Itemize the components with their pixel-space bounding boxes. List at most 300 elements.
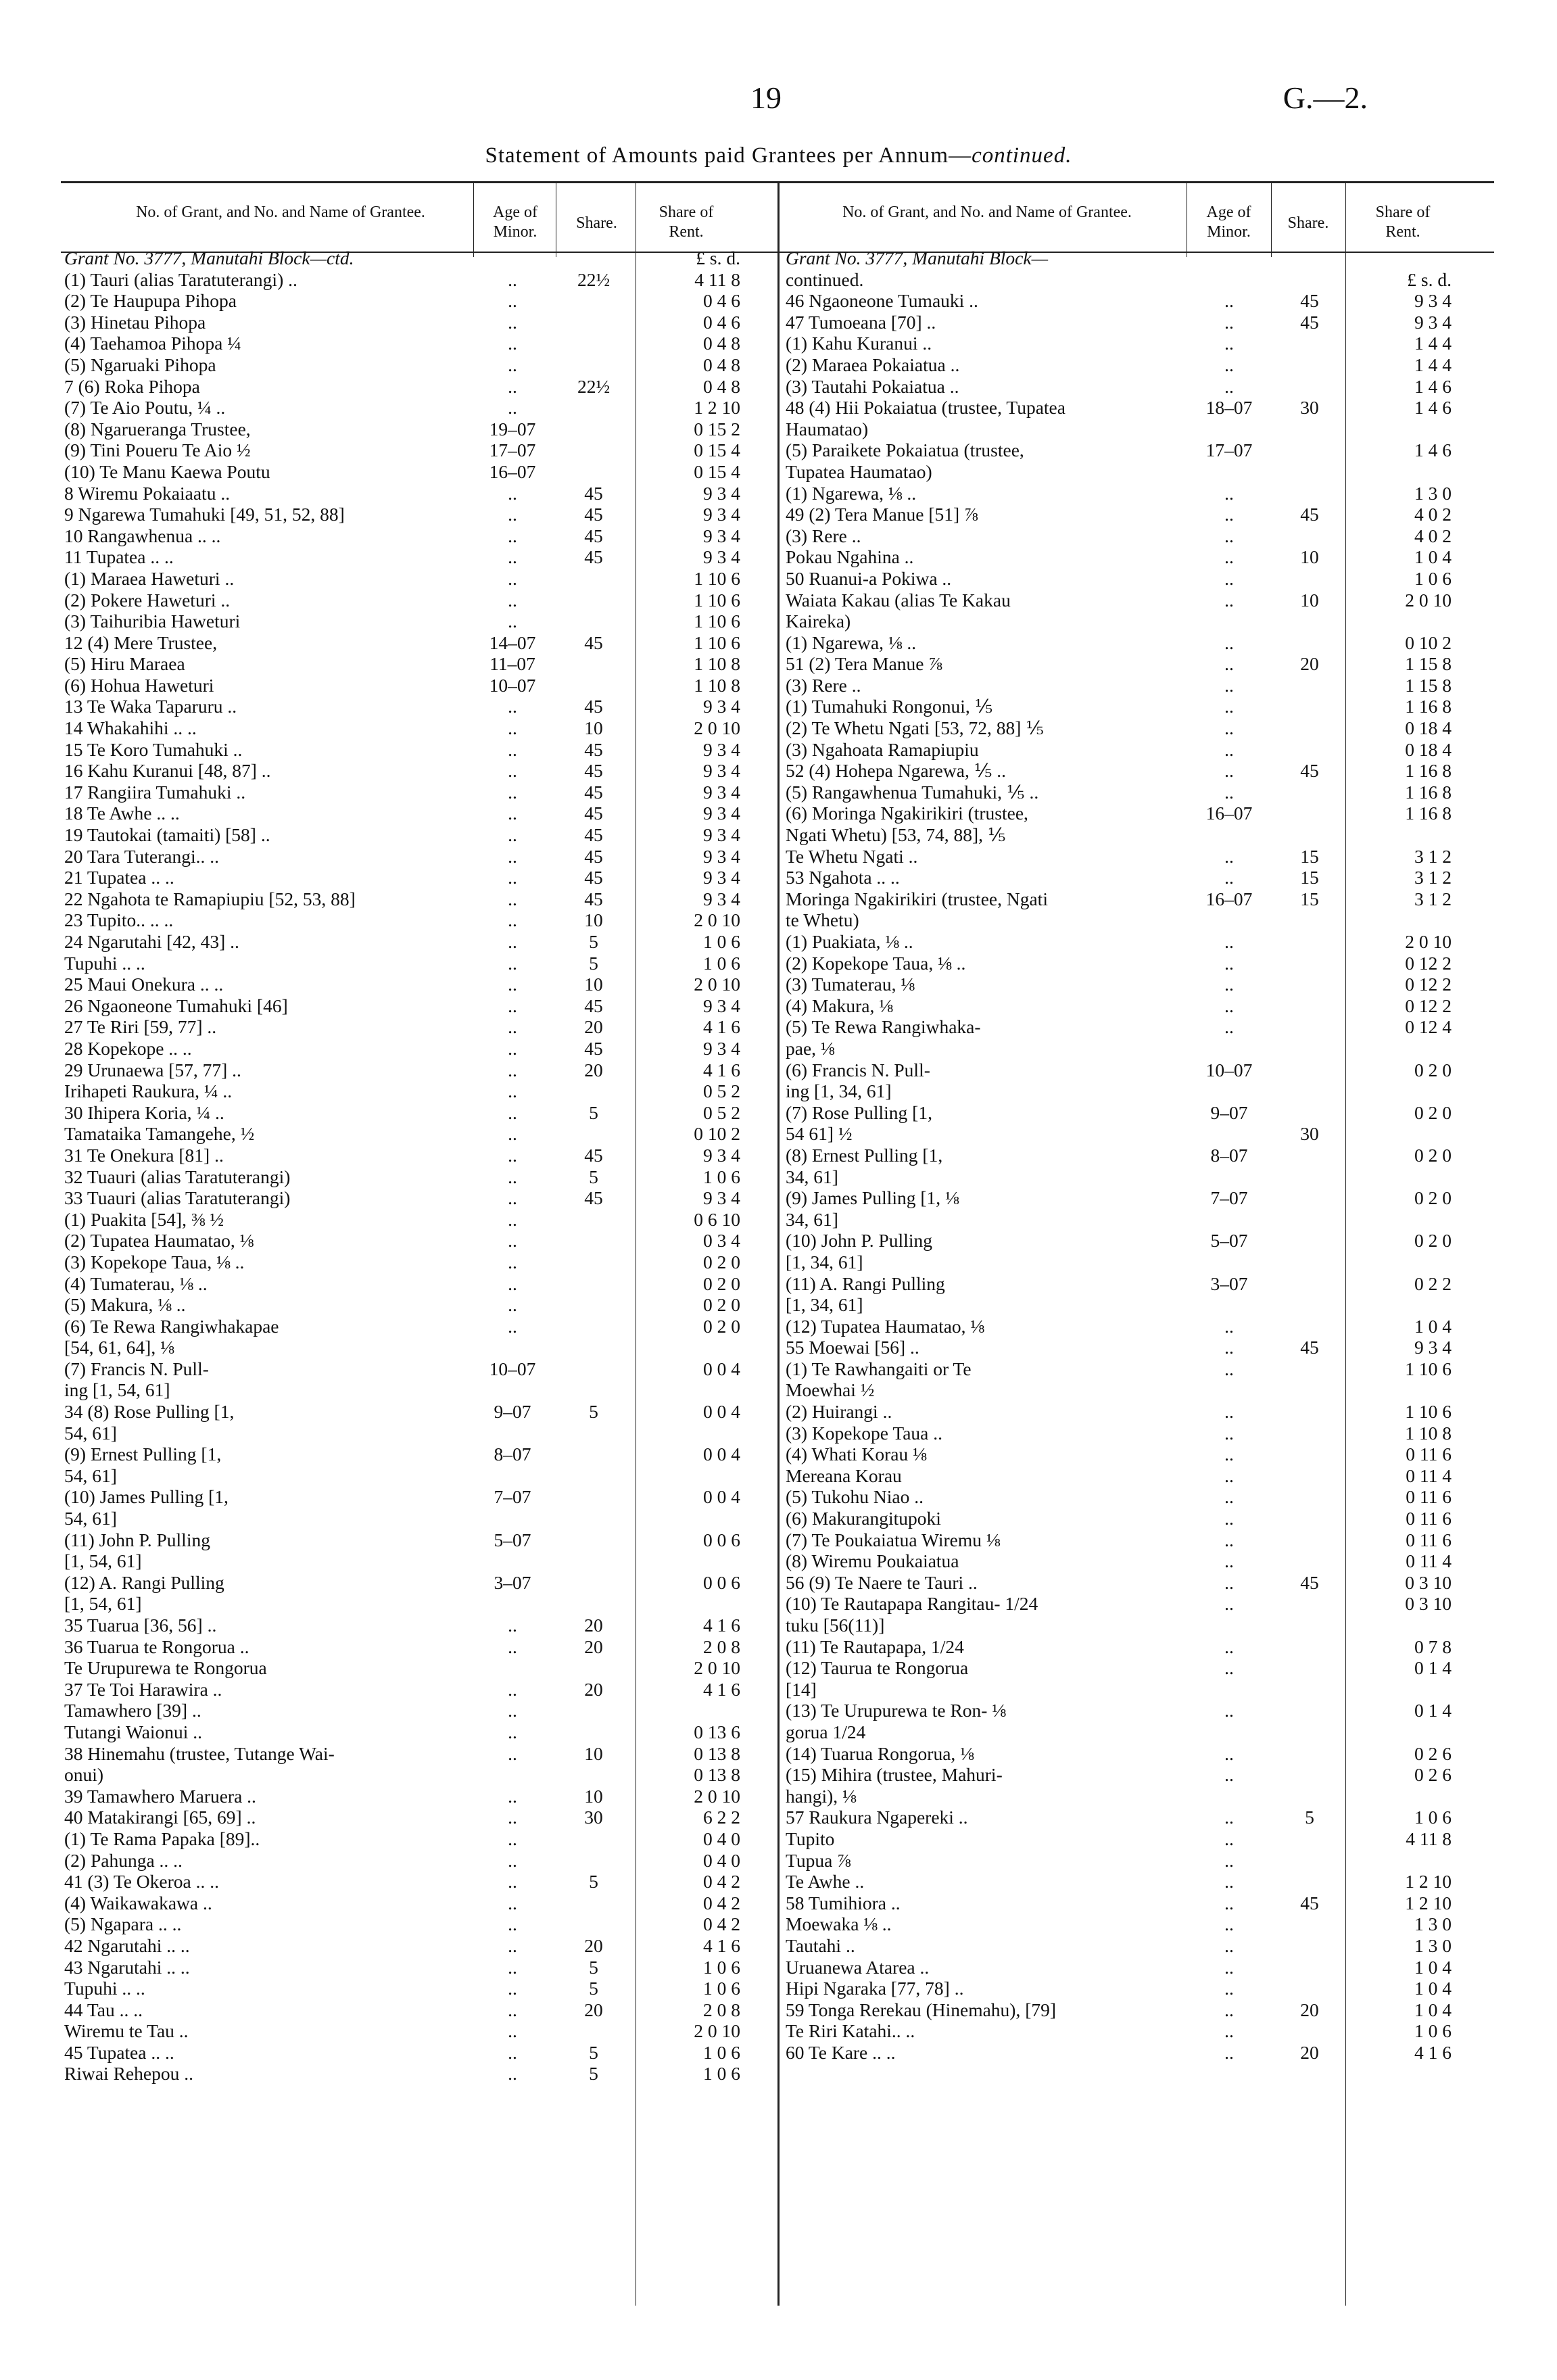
- table-row: [64, 1423, 774, 1444]
- rent-value: 0 2 0: [1414, 1187, 1452, 1209]
- table-row: [64, 397, 774, 419]
- table-row: [64, 1401, 774, 1423]
- table-row: [786, 2042, 1495, 2064]
- rent-value: 1 10 8: [694, 653, 740, 675]
- minor-age: ..: [508, 1251, 517, 1272]
- table-row: [786, 782, 1495, 803]
- table-row: [64, 1893, 774, 1914]
- table-row: [64, 1060, 774, 1081]
- grantee-name: 30 Ihipera Koria, ¼ ..: [64, 1101, 224, 1123]
- grantee-name: (8) Wiremu Poukaiatua: [786, 1550, 959, 1572]
- share-value: 15: [1300, 845, 1319, 867]
- grantee-name: 27 Te Riri [59, 77] ..: [64, 1016, 217, 1038]
- table-row: [786, 1529, 1495, 1551]
- right-header-rent: Share of Rent.: [1375, 204, 1431, 241]
- grantee-name: 24 Ngarutahi [42, 43] ..: [64, 931, 239, 952]
- rent-value: 0 0 6: [703, 1529, 740, 1550]
- rent-value: 4 0 2: [1414, 504, 1452, 525]
- grantee-name: (4) Taehamoa Pihopa ¼: [64, 333, 241, 354]
- table-row: [786, 1893, 1495, 1914]
- minor-age: ..: [1224, 504, 1234, 525]
- minor-age: 8–07: [494, 1444, 531, 1465]
- minor-age: ..: [508, 1934, 517, 1956]
- grantee-name: (3) Ngahoata Ramapiupiu: [786, 738, 979, 760]
- table-row: [64, 1572, 774, 1594]
- minor-age: ..: [1224, 931, 1234, 952]
- grantee-name: (2) Tupatea Haumatao, ⅛: [64, 1230, 254, 1252]
- grantee-name: Waiata Kakau (alias Te Kakau: [786, 589, 1011, 611]
- table-row: [64, 974, 774, 995]
- table-row: [64, 1850, 774, 1872]
- grantee-name: 59 Tonga Rerekau (Hinemahu), [79]: [786, 1999, 1057, 2020]
- table-row: [64, 1358, 774, 1380]
- grantee-name: (5) Ngaruaki Pihopa: [64, 354, 216, 375]
- share-value: 15: [1300, 888, 1319, 909]
- grantee-name: 49 (2) Tera Manue [51] ⅞: [786, 504, 978, 525]
- grantee-name: ing [1, 34, 61]: [786, 1080, 892, 1102]
- share-value: 45: [584, 995, 603, 1016]
- rent-value: 0 1 4: [1414, 1657, 1452, 1679]
- grantee-name: 51 (2) Tera Manue ⅞: [786, 653, 943, 675]
- rent-value: 9 3 4: [1414, 1337, 1452, 1358]
- minor-age: ..: [508, 290, 517, 312]
- table-row: [786, 1764, 1495, 1786]
- table-row: [64, 269, 774, 291]
- rent-value: 1 0 4: [1414, 1956, 1452, 1978]
- grantee-name: 53 Ngahota .. ..: [786, 867, 900, 888]
- minor-age: ..: [508, 268, 517, 290]
- table-row: [786, 1615, 1495, 1636]
- rent-value: 1 10 6: [1405, 1358, 1452, 1379]
- minor-age: ..: [508, 1037, 517, 1059]
- share-value: 5: [589, 2063, 598, 2085]
- share-value: 5: [589, 931, 598, 952]
- minor-age: ..: [508, 1016, 517, 1038]
- rent-value: 1 16 8: [1405, 696, 1452, 717]
- rent-value: 9 3 4: [703, 781, 740, 803]
- table-row: [64, 803, 774, 824]
- table-row: [64, 824, 774, 846]
- grantee-name: 36 Tuarua te Rongorua ..: [64, 1636, 249, 1657]
- grantee-name: (3) Kopekope Taua ..: [786, 1422, 943, 1444]
- rent-value: 0 0 4: [703, 1401, 740, 1423]
- minor-age: ..: [1224, 1465, 1234, 1486]
- table-row: [786, 1316, 1495, 1337]
- rent-value: 0 11 4: [1406, 1465, 1452, 1486]
- grantee-name: (2) Pahunga .. ..: [64, 1849, 183, 1871]
- table-row: [786, 1550, 1495, 1572]
- rent-value: 9 3 4: [703, 738, 740, 760]
- rent-value: 9 3 4: [703, 1187, 740, 1209]
- grantee-name: (5) Tukohu Niao ..: [786, 1486, 924, 1508]
- minor-age: ..: [1224, 1956, 1234, 1978]
- table-row: [64, 483, 774, 504]
- minor-age: ..: [1224, 2041, 1234, 2063]
- grantee-name: 25 Maui Onekura .. ..: [64, 974, 224, 995]
- rent-value: 1 16 8: [1405, 760, 1452, 782]
- rent-value: 0 15 4: [694, 439, 740, 461]
- grantee-name: continued.: [786, 268, 864, 290]
- rent-value: 1 4 6: [1414, 439, 1452, 461]
- rent-value: 1 0 6: [703, 1956, 740, 1978]
- minor-age: ..: [1224, 1486, 1234, 1508]
- grantee-name: Tutangi Waionui ..: [64, 1721, 203, 1742]
- minor-age: 3–07: [494, 1571, 531, 1593]
- grantee-name: [1, 34, 61]: [786, 1251, 863, 1272]
- grantee-name: (2) Pokere Haweturi ..: [64, 589, 231, 611]
- rent-value: 4 1 6: [703, 1678, 740, 1700]
- rent-value: 1 10 8: [1405, 1422, 1452, 1444]
- share-value: 10: [1300, 589, 1319, 611]
- minor-age: ..: [508, 781, 517, 803]
- minor-age: ..: [508, 974, 517, 995]
- table-row: [64, 568, 774, 590]
- rent-value: 0 10 2: [1405, 632, 1452, 653]
- minor-age: ..: [508, 1785, 517, 1807]
- table-row: [64, 419, 774, 440]
- grantee-name: 34 (8) Rose Pulling [1,: [64, 1401, 235, 1423]
- grantee-name: pae, ⅛: [786, 1037, 835, 1059]
- left-header-share: Share.: [576, 214, 617, 232]
- rent-value: 0 2 2: [1414, 1272, 1452, 1294]
- grantee-name: (9) Tini Poueru Te Aio ½: [64, 439, 251, 461]
- minor-age: ..: [508, 1742, 517, 1764]
- minor-age: ..: [508, 1956, 517, 1978]
- minor-age: ..: [1224, 333, 1234, 354]
- grantee-name: (3) Rere ..: [786, 674, 861, 696]
- minor-age: 10–07: [489, 1358, 536, 1379]
- grantee-name: Tupito: [786, 1828, 835, 1849]
- rent-value: 9 3 4: [703, 760, 740, 782]
- rent-value: 1 0 6: [1414, 2020, 1452, 2042]
- right-share-divider: [1271, 183, 1272, 257]
- rent-value: 2 0 10: [694, 909, 740, 931]
- share-value: 20: [584, 1636, 603, 1657]
- rent-value: 0 12 2: [1405, 974, 1452, 995]
- table-row: [786, 1999, 1495, 2021]
- minor-age: ..: [508, 1294, 517, 1316]
- rent-value: 1 4 6: [1414, 375, 1452, 397]
- table-row: [786, 1593, 1495, 1615]
- grantee-name: Tupua ⅞: [786, 1849, 851, 1871]
- rent-value: 0 2 0: [703, 1251, 740, 1272]
- minor-age: ..: [1224, 482, 1234, 504]
- share-value: 5: [589, 1871, 598, 1893]
- minor-age: ..: [1224, 845, 1234, 867]
- table-row: [786, 354, 1495, 376]
- rent-value: 0 1 4: [1414, 1700, 1452, 1721]
- grantee-name: (5) Hiru Maraea: [64, 653, 185, 675]
- share-value: 30: [584, 1807, 603, 1828]
- table-row: [786, 247, 1495, 269]
- minor-age: 16–07: [1205, 803, 1253, 824]
- share-value: 5: [589, 1101, 598, 1123]
- grantee-name: 32 Tuauri (alias Taratuterangi): [64, 1166, 291, 1187]
- table-row: [64, 2042, 774, 2064]
- table-row: [64, 1444, 774, 1465]
- grantee-name: hangi), ⅛: [786, 1785, 857, 1807]
- share-value: 5: [589, 1166, 598, 1187]
- grantee-name: 16 Kahu Kuranui [48, 87] ..: [64, 760, 271, 782]
- title-continued: continued.: [972, 143, 1072, 168]
- minor-age: ..: [1224, 1978, 1234, 1999]
- rent-value: 4 1 6: [1414, 2041, 1452, 2063]
- minor-age: ..: [508, 397, 517, 419]
- table-row: [64, 846, 774, 867]
- rent-value: 1 15 8: [1405, 674, 1452, 696]
- table-row: [64, 312, 774, 333]
- table-row: [64, 1080, 774, 1102]
- rent-value: 9 3 4: [703, 696, 740, 717]
- grantee-name: (2) Kopekope Taua, ⅛ ..: [786, 952, 966, 974]
- table-row: [786, 333, 1495, 354]
- grantee-name: [1, 54, 61]: [64, 1593, 142, 1615]
- grantee-name: 7 (6) Roka Pihopa: [64, 375, 200, 397]
- table-row: [786, 1038, 1495, 1060]
- rent-value: 0 2 0: [1414, 1101, 1452, 1123]
- table-row: [64, 590, 774, 611]
- rent-value: 0 18 4: [1405, 738, 1452, 760]
- rent-value: 1 10 6: [694, 589, 740, 611]
- share-value: 45: [584, 632, 603, 653]
- minor-age: 3–07: [1210, 1272, 1248, 1294]
- grantee-name: Pokau Ngahina ..: [786, 546, 914, 568]
- rent-value: 0 0 4: [703, 1358, 740, 1379]
- share-value: 10: [584, 717, 603, 739]
- rent-value: 4 1 6: [703, 1059, 740, 1080]
- table-row: [786, 1572, 1495, 1594]
- rent-value: 0 0 4: [703, 1486, 740, 1508]
- table-row: [64, 1230, 774, 1252]
- minor-age: ..: [508, 611, 517, 632]
- grantee-name: Te Riri Katahi.. ..: [786, 2020, 915, 2042]
- table-row: [64, 675, 774, 696]
- minor-age: ..: [508, 1123, 517, 1145]
- rent-value: 0 10 2: [694, 1123, 740, 1145]
- table-row: [64, 333, 774, 354]
- grantee-name: (1) Te Rama Papaka [89]..: [64, 1828, 260, 1849]
- table-row: [786, 1679, 1495, 1700]
- rent-value: 0 4 0: [703, 1849, 740, 1871]
- rent-value: 0 4 6: [703, 311, 740, 333]
- grantee-name: tuku [56(11)]: [786, 1615, 885, 1636]
- grantee-name: (10) James Pulling [1,: [64, 1486, 229, 1508]
- minor-age: 10–07: [1205, 1059, 1253, 1080]
- grantee-name: (5) Paraikete Pokaiatua (trustee,: [786, 439, 1024, 461]
- minor-age: ..: [1224, 354, 1234, 375]
- rent-value: 2 0 10: [694, 1785, 740, 1807]
- minor-age: ..: [508, 1187, 517, 1209]
- share-value: 5: [1305, 1807, 1314, 1828]
- table-row: [786, 1657, 1495, 1679]
- share-value: 45: [584, 1037, 603, 1059]
- grantee-name: (3) Tumaterau, ⅛: [786, 974, 915, 995]
- table-row: [786, 1636, 1495, 1658]
- grantee-name: 58 Tumihiora ..: [786, 1892, 901, 1913]
- minor-age: ..: [508, 333, 517, 354]
- grantee-name: 9 Ngarewa Tumahuki [49, 51, 52, 88]: [64, 504, 345, 525]
- rent-value: 0 4 8: [703, 333, 740, 354]
- rent-value: 1 0 6: [703, 931, 740, 952]
- table-row: [786, 1252, 1495, 1273]
- rent-value: 0 13 8: [694, 1764, 740, 1786]
- share-value: 10: [584, 1785, 603, 1807]
- table-row: [786, 269, 1495, 291]
- minor-age: ..: [1224, 290, 1234, 312]
- table-row: [786, 1957, 1495, 1978]
- grantee-name: 46 Ngaoneone Tumauki ..: [786, 290, 978, 312]
- minor-age: ..: [1224, 1828, 1234, 1849]
- grantee-name: (6) Makurangitupoki: [786, 1508, 941, 1529]
- table-row: [786, 1743, 1495, 1765]
- minor-age: ..: [508, 760, 517, 782]
- share-value: 10: [584, 974, 603, 995]
- table-row: [64, 290, 774, 312]
- rent-value: 4 1 6: [703, 1016, 740, 1038]
- table-row: [786, 1187, 1495, 1209]
- grantee-name: 14 Whakahihi .. ..: [64, 717, 197, 739]
- rent-value: 2 0 8: [703, 1999, 740, 2020]
- table-row: [64, 1786, 774, 1807]
- rent-value: 0 2 0: [703, 1272, 740, 1294]
- share-value: 45: [584, 888, 603, 909]
- rent-value: 3 1 2: [1414, 845, 1452, 867]
- share-value: 45: [1300, 504, 1319, 525]
- share-value: 45: [584, 738, 603, 760]
- grantee-name: 55 Moewai [56] ..: [786, 1337, 919, 1358]
- minor-age: ..: [508, 1721, 517, 1742]
- share-value: 45: [584, 696, 603, 717]
- grantee-name: [1, 54, 61]: [64, 1550, 142, 1572]
- grantee-name: 54, 61]: [64, 1508, 117, 1529]
- grantee-name: (8) Ngarueranga Trustee,: [64, 418, 251, 439]
- left-header-age: Age of Minor.: [493, 204, 537, 241]
- minor-age: ..: [1224, 1016, 1234, 1038]
- rent-value: 0 4 2: [703, 1871, 740, 1893]
- rent-value: 1 4 4: [1414, 354, 1452, 375]
- rent-value: 9 3 4: [703, 995, 740, 1016]
- grantee-name: (11) Te Rautapapa, 1/24: [786, 1636, 964, 1657]
- grantee-name: (12) Taurua te Rongorua: [786, 1657, 969, 1679]
- table-row: [786, 312, 1495, 333]
- rent-value: 9 3 4: [1414, 311, 1452, 333]
- table-row: [786, 632, 1495, 654]
- table-row: [786, 717, 1495, 739]
- rent-value: 0 2 6: [1414, 1764, 1452, 1786]
- minor-age: ..: [1224, 567, 1234, 589]
- table-row: [64, 2063, 774, 2085]
- rent-value: 0 3 10: [1405, 1593, 1452, 1615]
- share-value: 45: [584, 867, 603, 888]
- minor-age: ..: [1224, 1422, 1234, 1444]
- minor-age: ..: [508, 546, 517, 568]
- rent-value: 1 2 10: [694, 397, 740, 419]
- rent-value: 0 4 8: [703, 375, 740, 397]
- share-value: 5: [589, 952, 598, 974]
- table-row: [64, 525, 774, 547]
- grantee-name: (10) Te Manu Kaewa Poutu: [64, 460, 270, 482]
- table-row: [64, 354, 774, 376]
- grantee-name: 31 Te Onekura [81] ..: [64, 1144, 224, 1166]
- minor-age: ..: [508, 888, 517, 909]
- rent-value: 0 2 0: [1414, 1230, 1452, 1252]
- grantee-name: 45 Tupatea .. ..: [64, 2041, 174, 2063]
- rent-value: 3 1 2: [1414, 888, 1452, 909]
- table-row: [786, 846, 1495, 867]
- table-row: [64, 1657, 774, 1679]
- grantee-name: 20 Tara Tuterangi.. ..: [64, 845, 220, 867]
- minor-age: 10–07: [489, 674, 536, 696]
- minor-age: ..: [1224, 1913, 1234, 1935]
- share-value: 45: [584, 781, 603, 803]
- page-title: [0, 143, 1557, 168]
- rent-value: 0 11 6: [1406, 1529, 1452, 1550]
- table-row: [64, 1038, 774, 1060]
- grantee-name: (10) Te Rautapapa Rangitau- 1/24: [786, 1593, 1038, 1615]
- minor-age: ..: [508, 738, 517, 760]
- grantee-name: 8 Wiremu Pokaiaatu ..: [64, 482, 231, 504]
- minor-age: ..: [1224, 717, 1234, 739]
- rent-value: 0 13 6: [694, 1721, 740, 1742]
- table-row: [64, 1721, 774, 1743]
- grantee-name: 54, 61]: [64, 1465, 117, 1486]
- rent-value: 0 4 2: [703, 1913, 740, 1935]
- share-value: 20: [584, 1934, 603, 1956]
- rent-value: 0 2 0: [1414, 1059, 1452, 1080]
- table-row: [786, 931, 1495, 953]
- minor-age: ..: [1224, 1358, 1234, 1379]
- minor-age: ..: [1224, 867, 1234, 888]
- table-row: [64, 760, 774, 782]
- minor-age: ..: [1224, 1550, 1234, 1572]
- minor-age: ..: [1224, 674, 1234, 696]
- grantee-name: (4) Tumaterau, ⅛ ..: [64, 1272, 208, 1294]
- rent-value: 4 1 6: [703, 1934, 740, 1956]
- grantee-name: Tupuhi .. ..: [64, 1978, 145, 1999]
- share-value: 10: [584, 1742, 603, 1764]
- grantee-name: 21 Tupatea .. ..: [64, 867, 174, 888]
- table-row: [64, 2020, 774, 2042]
- minor-age: ..: [1224, 1636, 1234, 1657]
- grantee-name: (15) Mihira (trustee, Mahuri-: [786, 1764, 1003, 1786]
- table-row: [64, 1508, 774, 1529]
- rent-value: 1 0 6: [703, 1978, 740, 1999]
- table-row: [786, 1337, 1495, 1358]
- grantee-name: Hipi Ngaraka [77, 78] ..: [786, 1978, 964, 1999]
- rent-value: 1 10 6: [694, 567, 740, 589]
- rent-value: 1 0 4: [1414, 1315, 1452, 1337]
- rent-value: 4 11 8: [1406, 1828, 1452, 1849]
- grantee-name: Moewaka ⅛ ..: [786, 1913, 892, 1935]
- minor-age: 14–07: [489, 632, 536, 653]
- table-row: [64, 247, 774, 269]
- grantee-name: ing [1, 54, 61]: [64, 1379, 170, 1401]
- minor-age: ..: [1224, 589, 1234, 611]
- table-row: [786, 696, 1495, 717]
- table-row: [64, 1978, 774, 1999]
- grantee-name: 33 Tuauri (alias Taratuterangi): [64, 1187, 291, 1209]
- grantee-name: 52 (4) Hohepa Ngarewa, ⅕ ..: [786, 760, 1006, 782]
- minor-age: 17–07: [1205, 439, 1253, 461]
- rent-value: 1 10 6: [694, 632, 740, 653]
- table-row: [64, 611, 774, 632]
- grantee-name: 26 Ngaoneone Tumahuki [46]: [64, 995, 288, 1016]
- table-row: [786, 2020, 1495, 2042]
- grantee-name: 22 Ngahota te Ramapiupiu [52, 53, 88]: [64, 888, 356, 909]
- share-value: 5: [589, 1956, 598, 1978]
- share-value: 22½: [577, 268, 610, 290]
- minor-age: ..: [508, 696, 517, 717]
